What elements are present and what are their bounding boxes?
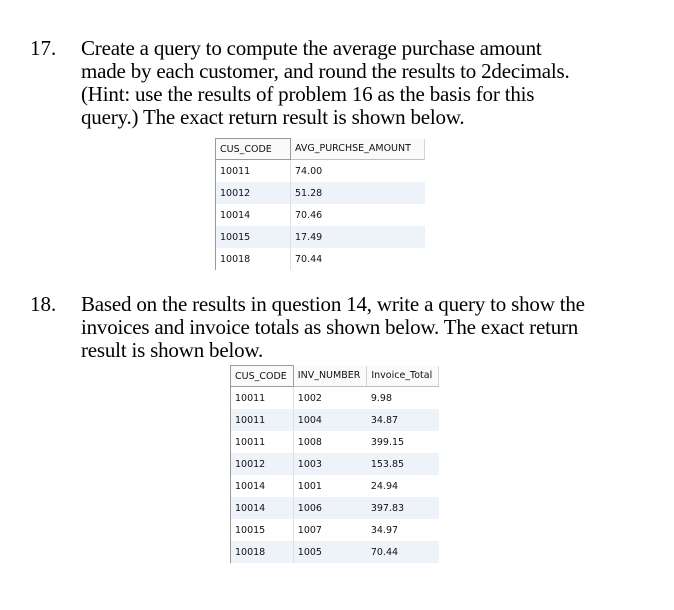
table-row	[216, 204, 425, 226]
table-row	[216, 226, 425, 248]
cell-cus-code: 10012	[231, 453, 294, 475]
cell-cus-code: 10015	[231, 519, 294, 541]
column-header-cus-code: CUS_CODE	[216, 139, 291, 160]
question-18-line-1: Based on the results in question 14, write a query to show the	[81, 292, 585, 316]
table-row	[216, 182, 425, 204]
cell-invoice-total: 34.87	[367, 409, 439, 431]
cell-invoice-total: 24.94	[367, 475, 439, 497]
cell-avg-purchase-amount: 51.28	[291, 182, 425, 204]
cell-inv-number: 1001	[293, 475, 367, 497]
column-header-avg-purchase-amount: AVG_PURCHSE_AMOUNT	[291, 139, 425, 160]
cell-cus-code: 10011	[216, 160, 291, 183]
cell-avg-purchase-amount: 70.46	[291, 204, 425, 226]
cell-cus-code: 10011	[231, 431, 294, 453]
question-17-number: 17.	[30, 36, 57, 60]
cell-invoice-total: 70.44	[367, 541, 439, 563]
question-17-line-2: made by each customer, and round the results to 2decimals.	[81, 59, 570, 83]
cell-invoice-total: 153.85	[367, 453, 439, 475]
question-17-line-1: Create a query to compute the average purchase amount	[81, 36, 542, 60]
question-17-line-3: (Hint: use the results of problem 16 as the basis for this	[81, 82, 535, 106]
cell-cus-code: 10014	[231, 497, 294, 519]
cell-invoice-total: 399.15	[367, 431, 439, 453]
question-18-line-3: result is shown below.	[81, 338, 264, 362]
cell-avg-purchase-amount: 17.49	[291, 226, 425, 248]
cell-inv-number: 1004	[293, 409, 367, 431]
question-18-line-2: invoices and invoice totals as shown below. The exact return	[81, 315, 579, 339]
cell-cus-code: 10018	[216, 248, 291, 270]
table-row	[231, 387, 439, 410]
cell-cus-code: 10014	[231, 475, 294, 497]
table-row	[216, 160, 425, 183]
table-row	[231, 475, 439, 497]
column-header-inv-number: INV_NUMBER	[293, 366, 367, 387]
table-row	[216, 248, 425, 270]
table-row	[231, 409, 439, 431]
table-row	[231, 453, 439, 475]
result-table-17	[215, 138, 425, 270]
cell-cus-code: 10012	[216, 182, 291, 204]
cell-inv-number: 1005	[293, 541, 367, 563]
cell-inv-number: 1003	[293, 453, 367, 475]
table-row	[231, 519, 439, 541]
table-row	[231, 497, 439, 519]
column-header-cus-code: CUS_CODE	[231, 366, 294, 387]
cell-inv-number: 1008	[293, 431, 367, 453]
cell-cus-code: 10018	[231, 541, 294, 563]
cell-cus-code: 10011	[231, 409, 294, 431]
cell-invoice-total: 397.83	[367, 497, 439, 519]
result-table-18	[230, 365, 439, 563]
question-17-line-4: query.) The exact return result is shown below.	[81, 105, 465, 129]
cell-cus-code: 10014	[216, 204, 291, 226]
question-17-text	[81, 37, 641, 129]
question-18-number: 18.	[30, 292, 57, 316]
cell-cus-code: 10015	[216, 226, 291, 248]
cell-inv-number: 1007	[293, 519, 367, 541]
table-header-row	[216, 139, 425, 160]
cell-cus-code: 10011	[231, 387, 294, 410]
column-header-invoice-total: Invoice_Total	[367, 366, 439, 387]
question-18-text	[81, 293, 641, 362]
table-header-row	[231, 366, 439, 387]
cell-avg-purchase-amount: 70.44	[291, 248, 425, 270]
table-row	[231, 431, 439, 453]
table-row	[231, 541, 439, 563]
cell-inv-number: 1002	[293, 387, 367, 410]
cell-invoice-total: 34.97	[367, 519, 439, 541]
cell-inv-number: 1006	[293, 497, 367, 519]
cell-avg-purchase-amount: 74.00	[291, 160, 425, 183]
cell-invoice-total: 9.98	[367, 387, 439, 410]
